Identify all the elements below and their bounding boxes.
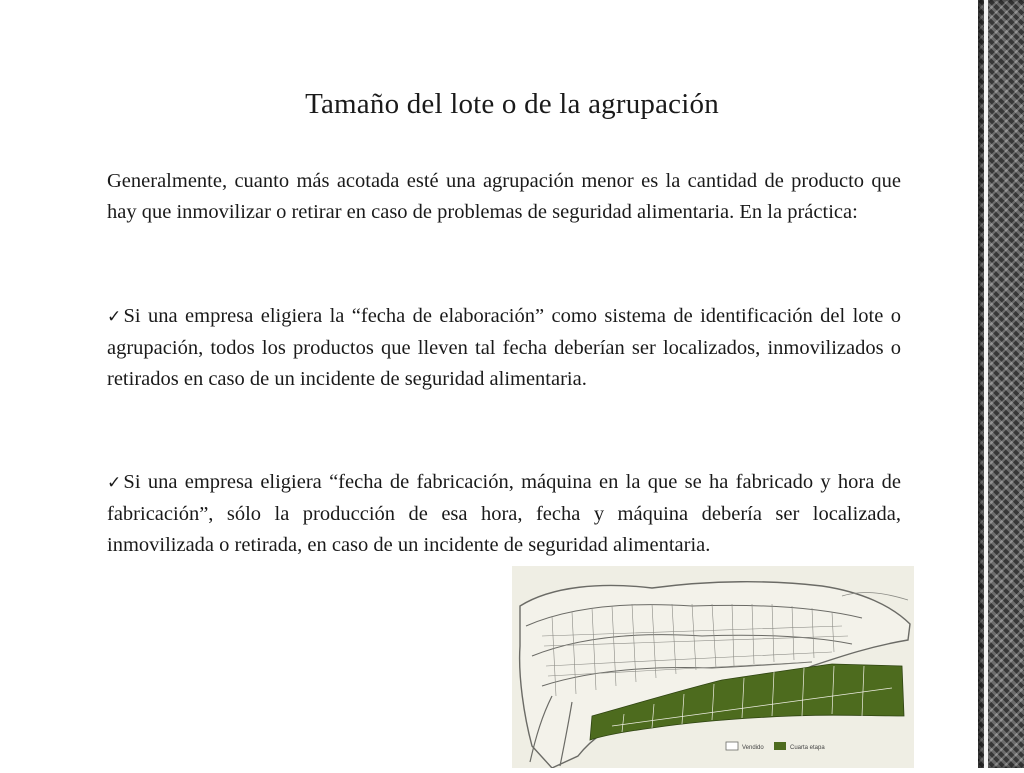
bullet-item-1 bbox=[107, 301, 901, 395]
legend-sold-label: Vendido bbox=[742, 745, 764, 751]
legend-stage-label: Cuarta etapa bbox=[790, 745, 825, 751]
slide-title: Tamaño del lote o de la agrupación bbox=[305, 88, 719, 120]
subdivision-map-image bbox=[512, 566, 914, 768]
subdivision-map bbox=[512, 566, 914, 768]
bullet-text-1: Si una empresa eligiera la “fecha de elaboración” como sistema de identificación del lote o agrupación, todos los productos que lleven tal fecha deberían ser localizados, inmovilizados o retirados en caso de un incidente de seguridad alimentaria. bbox=[107, 305, 901, 390]
legend-sold-swatch bbox=[726, 742, 738, 750]
intro-paragraph: Generalmente, cuanto más acotada esté una agrupación menor es la cantidad de producto que hay que inmovilizar o retirar en caso de problemas de seguridad alimentaria. En la práctica: bbox=[107, 170, 901, 223]
bullet-text-2: Si una empresa eligiera “fecha de fabricación, máquina en la que se ha fabricado y hora de fabricación”, sólo la producción de esa hora, fecha y máquina debería ser localizada, inmovilizada o retirada, en caso de un incidente de seguridad alimentaria. bbox=[107, 471, 901, 556]
checkmark-icon: ✓ bbox=[107, 307, 124, 327]
decorative-side-border bbox=[978, 0, 1024, 768]
bullet-item-2 bbox=[107, 467, 901, 561]
checkmark-icon: ✓ bbox=[107, 473, 124, 493]
legend-stage-swatch bbox=[774, 742, 786, 750]
